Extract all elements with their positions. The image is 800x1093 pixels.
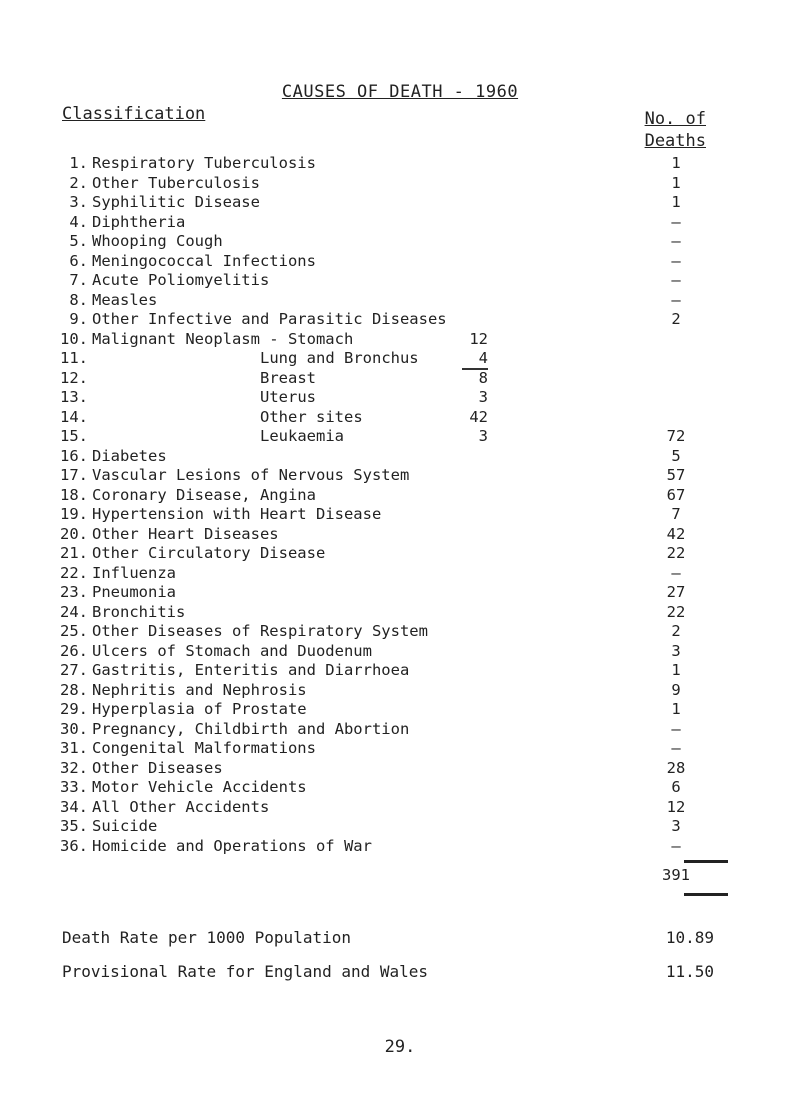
table-row (0, 759, 800, 779)
row-label: Influenza (92, 563, 176, 582)
row-sub-label: Lung and Bronchus (260, 349, 419, 367)
page-number: 29. (384, 1037, 416, 1057)
row-deaths-value: – (671, 290, 681, 309)
row-label: Other Heart Diseases (92, 524, 279, 543)
table-row (0, 447, 800, 467)
table-row (0, 174, 800, 194)
row-number: 18. (60, 485, 88, 504)
row-number: 21. (60, 544, 88, 562)
row-number: 20. (60, 524, 88, 543)
table-row (0, 525, 800, 545)
row-deaths-value: 5 (671, 446, 681, 465)
row-deaths-value: 67 (666, 485, 686, 504)
total-deaths: 391 (662, 866, 690, 884)
row-label: Homicide and Operations of War (92, 836, 372, 855)
row-number: 36. (60, 836, 88, 855)
provisional-rate-label: Provisional Rate for England and Wales (62, 962, 429, 981)
row-deaths-value: 9 (671, 680, 681, 699)
row-number: 1. (69, 154, 88, 172)
row-number: 5. (69, 232, 88, 250)
row-label: Other Tuberculosis (92, 173, 260, 192)
row-label: Acute Poliomyelitis (92, 271, 270, 289)
row-deaths-value: 1 (671, 173, 681, 192)
table-row (0, 252, 800, 272)
row-deaths-value: 28 (666, 758, 686, 777)
classification-header: Classification (62, 104, 206, 124)
deaths-column-header (645, 108, 706, 152)
row-number: 27. (60, 661, 88, 679)
row-sub-label: Uterus (260, 388, 316, 406)
row-number: 13. (60, 388, 88, 406)
table-row (0, 154, 800, 174)
row-label: Pneumonia (92, 583, 176, 601)
row-number: 7. (69, 271, 88, 289)
row-deaths-value: 12 (666, 797, 686, 816)
row-deaths-value: 3 (671, 641, 681, 660)
row-deaths-value: 1 (671, 193, 681, 211)
row-label: Nephritis and Nephrosis (92, 680, 307, 699)
row-deaths-value: 57 (666, 466, 686, 484)
row-deaths-value: 1 (671, 661, 681, 679)
row-number: 24. (60, 602, 88, 621)
row-number: 19. (60, 505, 88, 523)
row-number: 6. (69, 251, 88, 270)
row-label: Coronary Disease, Angina (92, 485, 316, 504)
table-row (0, 310, 800, 330)
total-rule-bottom (684, 893, 728, 896)
row-deaths-value: 2 (671, 622, 681, 640)
row-label: Other Infective and Parasitic Diseases (92, 310, 447, 328)
row-sub-label: Breast (260, 368, 316, 387)
row-label: Pregnancy, Childbirth and Abortion (92, 719, 410, 738)
row-deaths-value: 22 (666, 544, 686, 562)
row-number: 14. (60, 407, 88, 426)
row-label: Other Circulatory Disease (92, 544, 326, 562)
row-deaths-value: – (671, 251, 681, 270)
causes-table (0, 154, 800, 856)
row-label: Ulcers of Stomach and Duodenum (92, 641, 372, 660)
row-number: 33. (60, 778, 88, 796)
row-label: Hypertension with Heart Disease (92, 505, 382, 523)
row-number: 9. (69, 310, 88, 328)
row-number: 16. (60, 446, 88, 465)
row-number: 8. (69, 290, 88, 309)
row-number: 23. (60, 583, 88, 601)
row-label: Other Diseases of Respiratory System (92, 622, 428, 640)
row-deaths-value: – (671, 271, 681, 289)
row-number: 10. (60, 329, 88, 348)
row-number: 17. (60, 466, 88, 484)
row-deaths-value: 2 (671, 310, 681, 328)
row-number: 11. (60, 349, 88, 367)
table-row (0, 817, 800, 837)
row-sub-value: 8 (478, 368, 488, 387)
row-number: 2. (69, 173, 88, 192)
table-row (0, 505, 800, 525)
table-row (0, 739, 800, 759)
table-row (0, 700, 800, 720)
row-number: 31. (60, 739, 88, 757)
table-row (0, 486, 800, 506)
row-number: 35. (60, 817, 88, 835)
row-sub-value: 4 (478, 349, 488, 367)
row-number: 3. (69, 193, 88, 211)
row-number: 25. (60, 622, 88, 640)
page-title: CAUSES OF DEATH - 1960 (281, 82, 519, 102)
row-label: Diphtheria (92, 212, 186, 231)
row-label: Congenital Malformations (92, 739, 316, 757)
table-row (0, 720, 800, 740)
table-row (0, 564, 800, 584)
row-number: 34. (60, 797, 88, 816)
row-deaths-value: – (671, 739, 681, 757)
row-label: Hyperplasia of Prostate (92, 700, 307, 718)
row-number: 29. (60, 700, 88, 718)
row-sub-label: Other sites (260, 407, 363, 426)
row-label: Vascular Lesions of Nervous System (92, 466, 410, 484)
total-rule-top (684, 860, 728, 863)
table-row (0, 583, 800, 603)
table-row (0, 349, 800, 369)
table-row (0, 642, 800, 662)
row-number: 15. (60, 427, 88, 445)
row-label: Meningococcal Infections (92, 251, 316, 270)
table-row (0, 778, 800, 798)
death-rate-value: 10.89 (665, 928, 714, 947)
row-label: Malignant Neoplasm - Stomach (92, 329, 354, 348)
table-row (0, 408, 800, 428)
row-deaths-value: 6 (671, 778, 681, 796)
table-row (0, 213, 800, 233)
table-row (0, 544, 800, 564)
row-label: All Other Accidents (92, 797, 270, 816)
row-deaths-value: 3 (671, 817, 681, 835)
table-row (0, 193, 800, 213)
row-deaths-value: 72 (666, 427, 686, 445)
table-row (0, 330, 800, 350)
table-row (0, 603, 800, 623)
row-deaths-value: – (671, 836, 681, 855)
row-number: 22. (60, 563, 88, 582)
deaths-label: Deaths (644, 131, 706, 151)
row-deaths-value: 1 (671, 700, 681, 718)
row-deaths-value: 42 (666, 524, 686, 543)
death-rate-label: Death Rate per 1000 Population (62, 928, 351, 947)
row-deaths-value: 27 (666, 583, 686, 601)
row-number: 4. (69, 212, 88, 231)
row-label: Motor Vehicle Accidents (92, 778, 307, 796)
row-label: Gastritis, Enteritis and Diarrhoea (92, 661, 410, 679)
row-label: Syphilitic Disease (92, 193, 260, 211)
row-label: Other Diseases (92, 758, 223, 777)
table-row (0, 798, 800, 818)
row-label: Measles (92, 290, 158, 309)
table-row (0, 681, 800, 701)
row-number: 12. (60, 368, 88, 387)
provisional-rate-value: 11.50 (665, 962, 714, 981)
table-row (0, 271, 800, 291)
row-deaths-value: – (671, 212, 681, 231)
row-deaths-value: 7 (671, 505, 681, 523)
no-of-label: No. of (644, 109, 706, 129)
table-row (0, 622, 800, 642)
table-row (0, 388, 800, 408)
table-row (0, 661, 800, 681)
row-number: 30. (60, 719, 88, 738)
table-row (0, 232, 800, 252)
row-label: Suicide (92, 817, 158, 835)
row-deaths-value: – (671, 719, 681, 738)
row-deaths-value: 1 (671, 154, 681, 172)
row-sub-value: 12 (469, 329, 488, 348)
row-label: Diabetes (92, 446, 167, 465)
table-row (0, 466, 800, 486)
row-number: 32. (60, 758, 88, 777)
row-sub-label: Leukaemia (260, 427, 344, 445)
row-sub-value: 3 (478, 427, 488, 445)
row-deaths-value: – (671, 232, 681, 250)
table-row (0, 291, 800, 311)
table-row (0, 427, 800, 447)
row-label: Bronchitis (92, 602, 186, 621)
row-sub-value: 3 (478, 388, 488, 406)
row-number: 28. (60, 680, 88, 699)
row-deaths-value: – (671, 563, 681, 582)
row-sub-value: 42 (469, 407, 488, 426)
subtotal-rule (462, 368, 488, 370)
row-label: Respiratory Tuberculosis (92, 154, 316, 172)
table-row (0, 369, 800, 389)
table-row (0, 837, 800, 857)
row-label: Whooping Cough (92, 232, 223, 250)
row-number: 26. (60, 641, 88, 660)
row-deaths-value: 22 (666, 602, 686, 621)
